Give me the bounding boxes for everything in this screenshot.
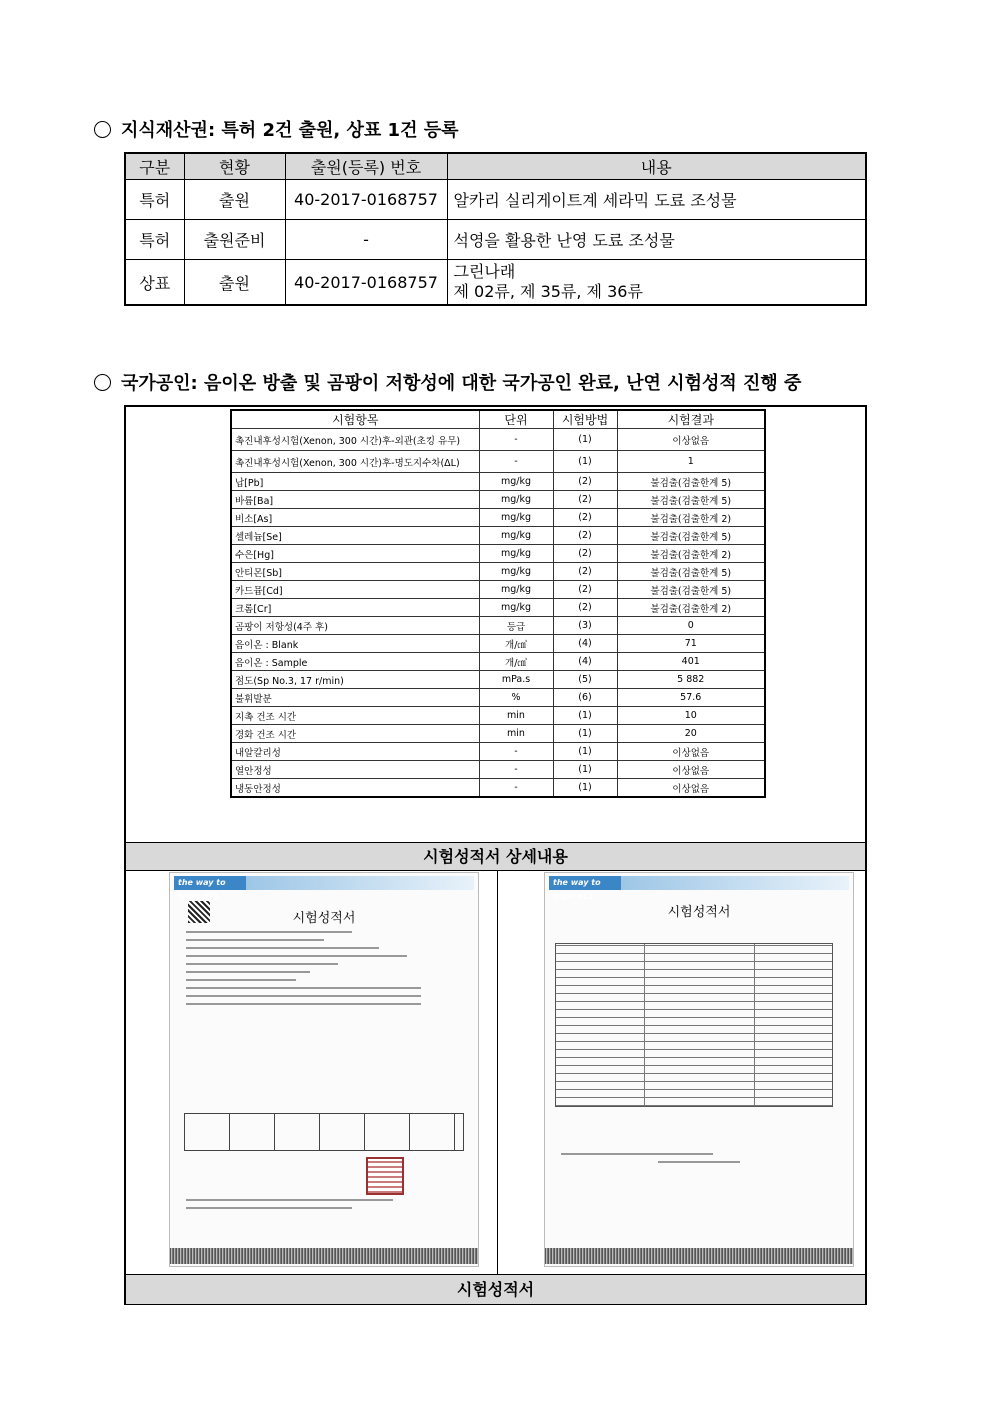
scan-footer-noise <box>545 1248 853 1264</box>
test-cell-method: (2) <box>553 599 617 617</box>
test-cell-item: 바륨[Ba] <box>231 491 479 509</box>
test-row <box>231 707 765 725</box>
kcl-logo: the way to trust KCL <box>174 876 250 890</box>
test-cell-result: 이상없음 <box>617 761 765 779</box>
scan-footer-text <box>561 1153 837 1169</box>
test-cell-method: (6) <box>553 689 617 707</box>
test-cell-item: 불휘발분 <box>231 689 479 707</box>
signature-box <box>184 1113 464 1151</box>
test-row <box>231 617 765 635</box>
test-cell-item: 냉동안정성 <box>231 779 479 798</box>
test-cell-unit: mg/kg <box>479 509 553 527</box>
test-cell-unit: - <box>479 761 553 779</box>
test-cell-unit: mg/kg <box>479 527 553 545</box>
kcl-logo: the way to trust KCL <box>549 876 625 890</box>
cell-content: 알카리 실리게이트계 세라믹 도료 조성물 <box>447 180 866 220</box>
test-cell-unit: mg/kg <box>479 599 553 617</box>
scan-footer-noise <box>170 1248 478 1264</box>
test-row <box>231 779 765 798</box>
column-divider <box>497 870 498 1274</box>
trademark-name: 그린나래 <box>453 262 516 281</box>
test-cell-item: 지촉 건조 시간 <box>231 707 479 725</box>
scan-footer-text <box>186 1199 462 1215</box>
certificate-scan-results <box>544 872 854 1267</box>
cell-content <box>447 260 866 306</box>
test-cell-unit: mg/kg <box>479 545 553 563</box>
test-cell-result: 불검출(검출한계 5) <box>617 563 765 581</box>
test-cell-result: 71 <box>617 635 765 653</box>
test-cell-unit: mg/kg <box>479 491 553 509</box>
table-row <box>125 260 866 306</box>
test-cell-method: (1) <box>553 451 617 473</box>
test-cell-method: (3) <box>553 617 617 635</box>
test-cell-unit: % <box>479 689 553 707</box>
test-cell-item: 내알칼리성 <box>231 743 479 761</box>
test-cell-item: 촉진내후성시험(Xenon, 300 시간)후-외관(초킹 유무) <box>231 429 479 451</box>
test-cell-method: (1) <box>553 779 617 798</box>
table-row <box>125 180 866 220</box>
scan-results-grid <box>555 943 833 1107</box>
cell-type: 특허 <box>125 220 184 260</box>
test-row <box>231 689 765 707</box>
test-cell-unit: - <box>479 451 553 473</box>
test-cell-unit: min <box>479 707 553 725</box>
test-cell-unit: 개/㎤ <box>479 635 553 653</box>
test-cell-result: 401 <box>617 653 765 671</box>
test-row <box>231 545 765 563</box>
test-cell-result: 이상없음 <box>617 743 765 761</box>
test-cell-item: 열안정성 <box>231 761 479 779</box>
test-cell-unit: 개/㎤ <box>479 653 553 671</box>
test-cell-item: 크롬[Cr] <box>231 599 479 617</box>
certificate-scan-cover <box>169 872 479 1267</box>
section-cert-heading <box>94 369 801 395</box>
scan-text-block <box>186 931 462 1011</box>
test-cell-item: 경화 건조 시간 <box>231 725 479 743</box>
test-cell-item: 비소[As] <box>231 509 479 527</box>
test-row <box>231 491 765 509</box>
test-cell-method: (2) <box>553 527 617 545</box>
test-row <box>231 473 765 491</box>
test-cell-item: 곰팡이 저항성(4주 후) <box>231 617 479 635</box>
test-cell-result: 불검출(검출한계 5) <box>617 491 765 509</box>
test-cell-unit: - <box>479 743 553 761</box>
official-seal <box>366 1157 404 1195</box>
test-row <box>231 599 765 617</box>
table-row <box>125 220 866 260</box>
test-row <box>231 671 765 689</box>
circle-bullet-icon <box>94 121 111 138</box>
cell-number: 40-2017-0168757 <box>285 180 447 220</box>
test-cell-item: 수은[Hg] <box>231 545 479 563</box>
scan-title: 시험성적서 <box>667 905 731 920</box>
test-cell-method: (1) <box>553 743 617 761</box>
test-cell-item: 납[Pb] <box>231 473 479 491</box>
header-number: 출원(등록) 번호 <box>285 153 447 180</box>
test-cell-item: 안티몬[Sb] <box>231 563 479 581</box>
test-cell-result: 1 <box>617 451 765 473</box>
logo-stripe <box>621 876 849 890</box>
test-row <box>231 635 765 653</box>
test-cell-result: 5 882 <box>617 671 765 689</box>
test-row <box>231 563 765 581</box>
header-type: 구분 <box>125 153 184 180</box>
test-row <box>231 527 765 545</box>
test-cell-unit: mg/kg <box>479 563 553 581</box>
test-cell-result: 불검출(검출한계 2) <box>617 545 765 563</box>
test-cell-result: 이상없음 <box>617 429 765 451</box>
cell-type: 특허 <box>125 180 184 220</box>
test-table-header <box>231 410 765 429</box>
test-cell-unit: - <box>479 429 553 451</box>
section-ip-heading <box>94 116 459 142</box>
test-cell-result: 20 <box>617 725 765 743</box>
test-cell-method: (1) <box>553 725 617 743</box>
test-cell-unit: mg/kg <box>479 473 553 491</box>
logo-stripe <box>246 876 474 890</box>
cell-status: 출원 <box>184 180 285 220</box>
test-cell-unit: mPa.s <box>479 671 553 689</box>
cell-number: 40-2017-0168757 <box>285 260 447 306</box>
test-cell-method: (4) <box>553 635 617 653</box>
test-row <box>231 761 765 779</box>
test-cell-result: 불검출(검출한계 2) <box>617 599 765 617</box>
test-cell-result: 이상없음 <box>617 779 765 798</box>
test-cell-unit: - <box>479 779 553 798</box>
test-header-item: 시험항목 <box>231 410 479 429</box>
test-cell-method: (5) <box>553 671 617 689</box>
test-cell-method: (1) <box>553 761 617 779</box>
test-cell-method: (1) <box>553 429 617 451</box>
test-cell-method: (2) <box>553 563 617 581</box>
test-cell-unit: 등급 <box>479 617 553 635</box>
test-row <box>231 429 765 451</box>
test-cell-result: 57.6 <box>617 689 765 707</box>
test-cell-method: (2) <box>553 509 617 527</box>
scan-title: 시험성적서 <box>292 911 356 926</box>
test-cell-unit: mg/kg <box>479 581 553 599</box>
test-header-unit: 단위 <box>479 410 553 429</box>
trademark-classes: 제 02류, 제 35류, 제 36류 <box>453 282 643 301</box>
cell-number: - <box>285 220 447 260</box>
test-row <box>231 725 765 743</box>
test-header-result: 시험결과 <box>617 410 765 429</box>
circle-bullet-icon <box>94 374 111 391</box>
cell-type: 상표 <box>125 260 184 306</box>
test-cell-method: (2) <box>553 581 617 599</box>
cell-status: 출원 <box>184 260 285 306</box>
test-cell-item: 음이온 : Sample <box>231 653 479 671</box>
ip-table <box>124 152 867 306</box>
test-cell-item: 음이온 : Blank <box>231 635 479 653</box>
section-cert-title: 국가공인: 음이온 방출 및 곰팡이 저항성에 대한 국가공인 완료, 난연 시험성적 진행 중 <box>121 373 802 394</box>
test-row <box>231 581 765 599</box>
test-cell-item: 촉진내후성시험(Xenon, 300 시간)후-명도지수차(ΔL) <box>231 451 479 473</box>
test-cell-method: (1) <box>553 707 617 725</box>
test-cell-method: (2) <box>553 473 617 491</box>
cell-content: 석영을 활용한 난영 도료 조성물 <box>447 220 866 260</box>
test-row <box>231 743 765 761</box>
test-header-method: 시험방법 <box>553 410 617 429</box>
test-cell-item: 점도(Sp No.3, 17 r/min) <box>231 671 479 689</box>
test-row <box>231 451 765 473</box>
test-results-table <box>230 409 766 798</box>
test-row <box>231 509 765 527</box>
test-cell-result: 불검출(검출한계 5) <box>617 581 765 599</box>
cell-status: 출원준비 <box>184 220 285 260</box>
test-cell-result: 불검출(검출한계 5) <box>617 473 765 491</box>
test-cell-method: (2) <box>553 491 617 509</box>
caption-report: 시험성적서 <box>126 1274 865 1304</box>
ip-table-header <box>125 153 866 180</box>
test-cell-result: 불검출(검출한계 5) <box>617 527 765 545</box>
section-ip-title: 지식재산권: 특허 2건 출원, 상표 1건 등록 <box>121 120 459 141</box>
test-cell-item: 카드뮴[Cd] <box>231 581 479 599</box>
test-cell-item: 셀레늄[Se] <box>231 527 479 545</box>
test-cell-result: 불검출(검출한계 2) <box>617 509 765 527</box>
test-cell-result: 0 <box>617 617 765 635</box>
test-cell-method: (2) <box>553 545 617 563</box>
test-cell-result: 10 <box>617 707 765 725</box>
header-content: 내용 <box>447 153 866 180</box>
caption-detail: 시험성적서 상세내용 <box>126 842 865 871</box>
test-cell-unit: min <box>479 725 553 743</box>
test-cell-method: (4) <box>553 653 617 671</box>
header-status: 현황 <box>184 153 285 180</box>
test-row <box>231 653 765 671</box>
